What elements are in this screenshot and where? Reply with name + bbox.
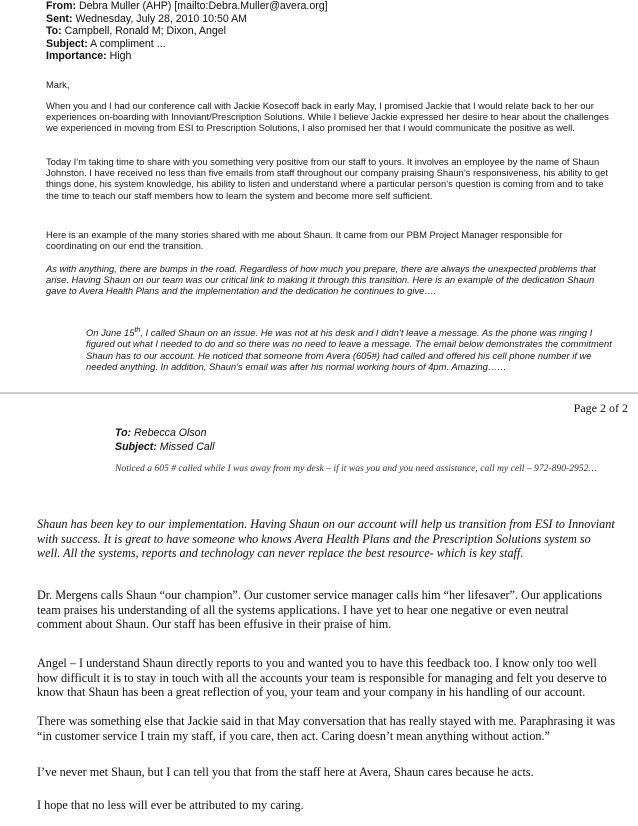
email-header [46, 0, 328, 63]
from-row [46, 0, 328, 13]
quote-sup: th [134, 327, 141, 334]
sent-value: Wednesday, July 28, 2010 10:50 AM [75, 12, 248, 25]
body-paragraph-3: Angel – I understand Shaun directly reports to you and wanted you to have this feedback too. I know only too well how difficult it is to stay in touch with all the accounts your team is responsible for managing and felt you deserve to know that Shaun has been a great reflection of you, your team and your company in his handling of our account. [37, 656, 607, 700]
body-paragraph-4: There was something else that Jackie said in that May conversation that has really stayed with me. Paraphrasing it was “in customer service I train my staff, if you care, then act. Caring doesn’t mean anything without action.” [37, 714, 616, 743]
paragraph-3: Here is an example of the many stories shared with me about Shaun. It came from our PBM Project Manager responsible for coordinating on our end the transition. [46, 229, 563, 252]
page-number: Page 2 of 2 [573, 401, 628, 415]
paragraph-4: As with anything, there are bumps in the road. Regardless of how much you prepare, there are always the unexpected problems that arise. Having Shaun on our team was our critical link to making it through this transition. Here is an example of the dedication Shaun gave to Avera Health Plans and the implementation and the dedication he continues to give…. [46, 263, 596, 297]
subject-label: Subject: [46, 37, 88, 50]
importance-value: High [109, 50, 132, 63]
page-break-line [0, 392, 638, 394]
importance-label: Importance: [46, 50, 107, 63]
greeting: Mark, [46, 79, 70, 90]
body-paragraph-1: Shaun has been key to our implementation. Having Shaun on our account will help us transition from ESI to Innoviant with success. It is great to have someone who knows Avera Health Plans and the Prescription Solutions system so well. All the systems, reports and technology can never replace the best resource- which is key staff. [37, 517, 615, 561]
sent-label: Sent: [46, 12, 73, 25]
forwarded-subject-value: Missed Call [159, 441, 215, 453]
paragraph-2: Today I’m taking time to share with you something very positive from our staff to yours. It involves an employee by the name of Shaun Johnston. I have received no less than five emails from staff throughout our company praising Shaun’s responsiveness, his ability to get things done, his system knowledge, his ability to listen and understand where a particular person’s question is coming from and to take the time to teach our staff members how to learn the system and become more self sufficient. [46, 156, 608, 201]
to-row [46, 25, 328, 38]
forwarded-to-row [115, 426, 215, 440]
body-paragraph-2: Dr. Mergens calls Shaun “our champion”. Our customer service manager calls him “her lifesaver”. Our applications team praises his understanding of all the systems applications. I have yet to hear one negative or even neutral comment about Shaun. Our staff has been effusive in their praise of him. [37, 588, 602, 632]
to-label: To: [46, 25, 62, 38]
quote-pre: On June 15 [86, 327, 135, 339]
forwarded-header [115, 426, 215, 454]
forwarded-to-value: Rebecca Olson [134, 427, 207, 439]
sent-row [46, 13, 328, 26]
from-label: From: [46, 0, 77, 12]
quote-post: , I called Shaun on an issue. He was not at his desk and I didn’t leave a message. As the phone was ringing I figured out what I needed to do and so there was no need to leave a message. The email below demonstrates the commitment Shaun has to our account. He noticed that someone from Avera (605#) had called and offered his cell phone number if we needed anything. In addition, Shaun’s email was after his normal working hours of 4pm. Amazing…… [86, 327, 612, 372]
body-paragraph-6: I hope that no less will ever be attributed to my caring. [37, 798, 304, 812]
subject-value: A compliment ... [90, 37, 166, 50]
forwarded-to-label: To: [115, 427, 132, 439]
to-value: Campbell, Ronald M; Dixon, Angel [64, 25, 226, 38]
forwarded-note: Noticed a 605 # called while I was away from my desk – if it was you and you need assistance, call my cell – 972-890-2952… [115, 463, 597, 474]
from-value: Debra Muller (AHP) [mailto:Debra.Muller@avera.org] [78, 0, 328, 12]
quoted-story [86, 325, 614, 372]
paragraph-1: When you and I had our conference call with Jackie Kosecoff back in early May, I promised Jackie that I would relate back to her our experiences on-boarding with Innoviant/Prescription Solutions. While I believe Jackie expressed her desire to hear about the challenges we experienced in moving from ESI to Prescription Solutions, I also promised her that I would communicate the positive as well. [46, 100, 609, 134]
forwarded-subject-row [115, 440, 215, 454]
body-paragraph-5: I’ve never met Shaun, but I can tell you that from the staff here at Avera, Shaun cares because he acts. [37, 765, 534, 779]
subject-row [46, 38, 328, 51]
forwarded-subject-label: Subject: [115, 441, 157, 453]
importance-row [46, 50, 328, 63]
